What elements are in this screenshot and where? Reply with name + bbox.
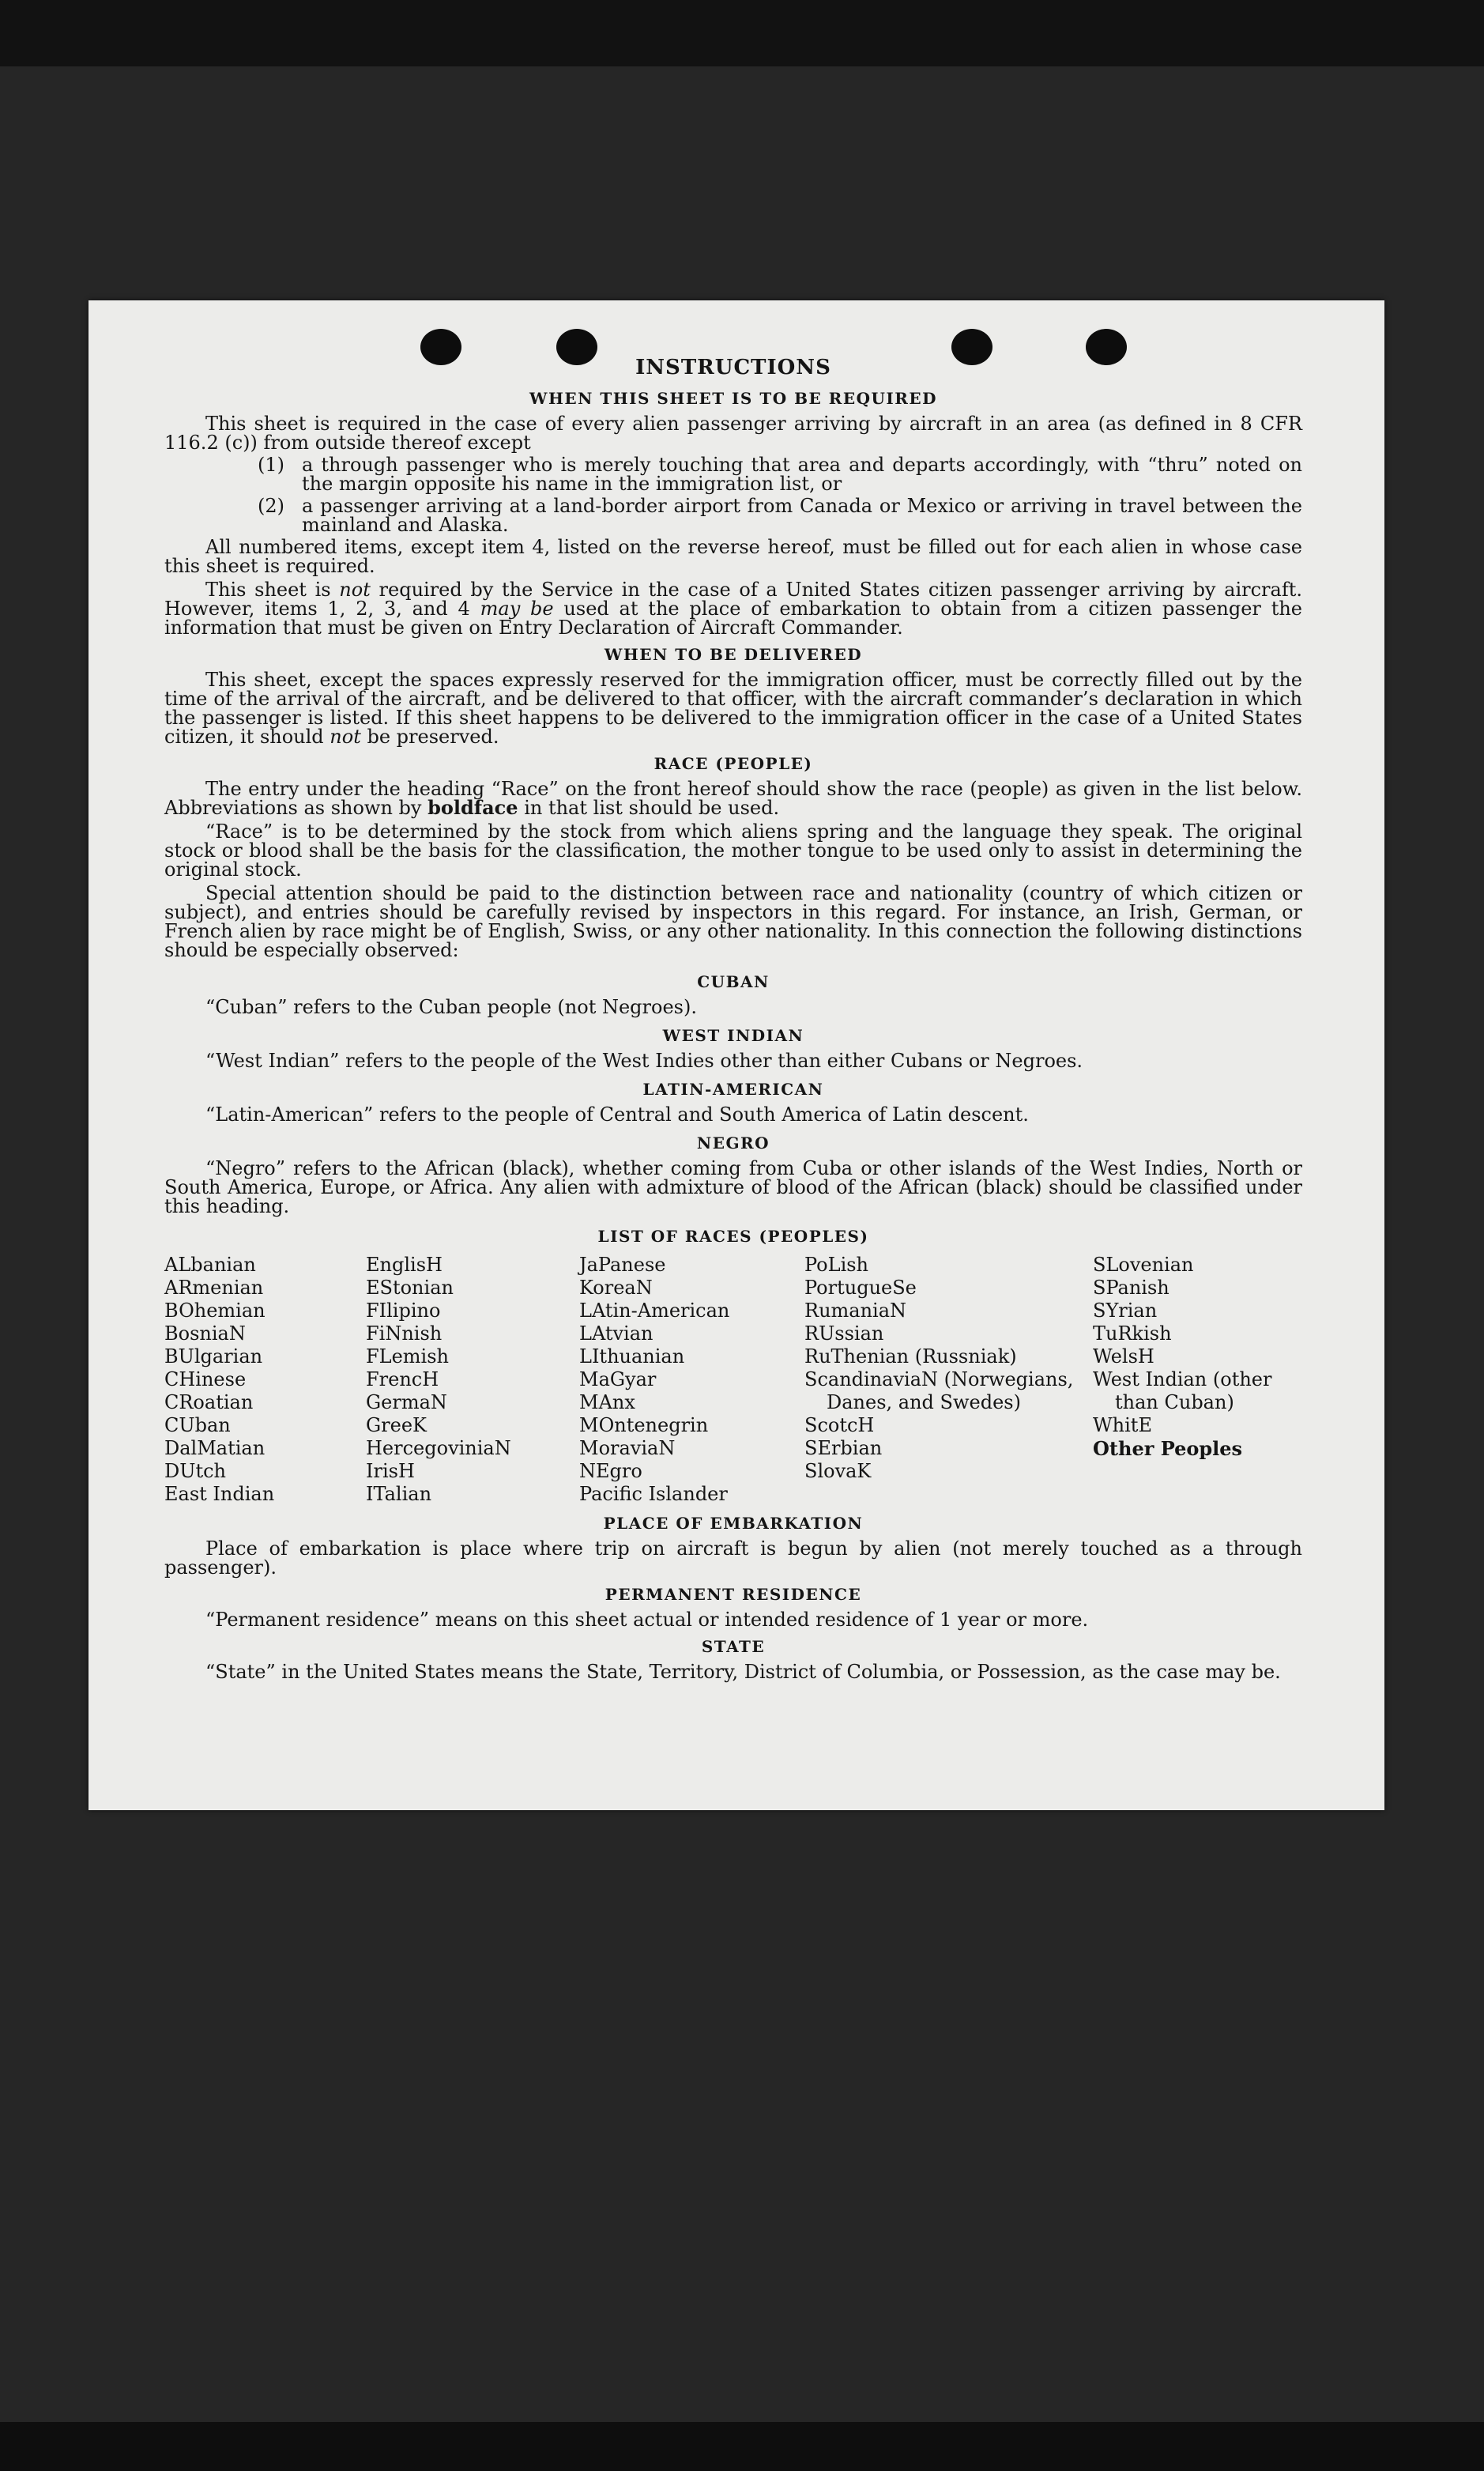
race-entry: FLemish [366, 1345, 449, 1368]
page-title: INSTRUCTIONS [635, 356, 831, 379]
race-entry: ScandinaviaN (Norwegians, Danes, and Swedes) [804, 1368, 1074, 1413]
race-entry: PortugueSe [804, 1277, 917, 1299]
heading-west-indian: WEST INDIAN [662, 1026, 804, 1045]
para3-not: not [339, 579, 371, 601]
race-entry: West Indian (other than Cuban) [1093, 1368, 1272, 1413]
exception-item-1 [258, 455, 1302, 493]
race-column-3 [579, 1254, 804, 1506]
heading-embarkation: PLACE OF EMBARKATION [603, 1514, 864, 1533]
heading-latin-american: LATIN-AMERICAN [642, 1080, 824, 1099]
race-entry: MAnx [579, 1391, 635, 1413]
scan-border-bottom [0, 2422, 1484, 2471]
race-entry: BUlgarian [164, 1345, 263, 1368]
race-entry: WhitE [1093, 1414, 1152, 1436]
race-entry: ARmenian [164, 1277, 264, 1299]
exception-item-2 [258, 496, 1302, 534]
when-required-para2: All numbered items, except item 4, listed on the reverse hereof, must be filled out for each alien in whose case this sheet is required. [164, 536, 1302, 577]
race-entry: ITalian [366, 1483, 432, 1505]
heading-cuban: CUBAN [697, 972, 770, 991]
race-entry: JaPanese [579, 1254, 666, 1276]
race-column-2 [366, 1254, 579, 1506]
race-entry: EStonian [366, 1277, 454, 1299]
when-required-para3 [164, 580, 1302, 637]
race-entry: KoreaN [579, 1277, 653, 1299]
west-indian-text: “West Indian” refers to the people of the West Indies other than either Cubans or Negroes. [205, 1050, 1083, 1072]
race-entry: FrencH [366, 1368, 439, 1390]
race-entry: MoraviaN [579, 1437, 676, 1459]
delivered-not: not [330, 726, 361, 748]
race-entry: NEgro [579, 1460, 642, 1482]
instructions-body [164, 356, 1302, 1681]
race-entry: SLovenian [1093, 1254, 1194, 1276]
heading-state: STATE [701, 1637, 766, 1656]
race-para2: “Race” is to be determined by the stock from which aliens spring and the language they speak. The original stock or blood shall be the basis for the classification, the mother tongue to be used only to assist in determining the original stock. [164, 821, 1302, 881]
heading-list-of-races: LIST OF RACES (PEOPLES) [597, 1227, 869, 1246]
embarkation-text: Place of embarkation is place where trip on aircraft is begun by alien (not merely touched as a through passenger). [164, 1537, 1302, 1579]
heading-race: RACE (PEOPLE) [653, 754, 813, 773]
race-para1 [164, 779, 1302, 817]
race-entry: Other Peoples [1093, 1437, 1243, 1460]
race-entry: CRoatian [164, 1391, 254, 1413]
race-entry: CHinese [164, 1368, 247, 1390]
document-page [89, 300, 1384, 1810]
exception-item-text: a passenger arriving at a land-border airport from Canada or Mexico or arriving in travel between the mainland and Alaska. [302, 495, 1302, 536]
race-entry: LAtvian [579, 1322, 653, 1345]
delivered-part-a: This sheet, except the spaces expressly reserved for the immigration officer, must be correctly filled out by the time of the arrival of the aircraft, and be delivered to that officer, with the aircraft commander’s declaration in which the passenger is listed. If this sheet happens to be delivered to the immigration officer in the case of a United States citizen, it should [164, 669, 1302, 748]
race-entry: HercegoviniaN [366, 1437, 511, 1459]
delivered-part-b: be preserved. [360, 726, 499, 748]
race-entry: GermaN [366, 1391, 447, 1413]
race-entry: WelsH [1093, 1345, 1154, 1368]
when-required-intro: This sheet is required in the case of every alien passenger arriving by aircraft in an area (as defined in 8 CFR 116.2 (c)) from outside thereof except [164, 413, 1302, 454]
race-column-1 [164, 1254, 366, 1506]
race-list-table [164, 1254, 1302, 1506]
race-entry: SPanish [1093, 1277, 1169, 1299]
race-entry: CUban [164, 1414, 231, 1436]
para3-may-be: may be [480, 598, 554, 620]
race-entry: RumaniaN [804, 1300, 907, 1322]
race-entry: LIthuanian [579, 1345, 685, 1368]
race-entry: PoLish [804, 1254, 869, 1276]
heading-when-required: WHEN THIS SHEET IS TO BE REQUIRED [529, 389, 937, 408]
exception-item-text: a through passenger who is merely touching that area and departs accordingly, with “thru” noted on the margin opposite his name in the immigration list, or [302, 454, 1302, 495]
race-column-4 [804, 1254, 1093, 1506]
race-entry: MOntenegrin [579, 1414, 709, 1436]
state-text: “State” in the United States means the State, Territory, District of Columbia, or Possession, as the case may be. [205, 1661, 1281, 1683]
race-entry: Pacific Islander [579, 1483, 728, 1505]
race-entry: SlovaK [804, 1460, 872, 1482]
race-para1-b: in that list should be used. [518, 797, 780, 819]
race-column-5 [1093, 1254, 1302, 1506]
race-para1-boldface: boldface [427, 796, 518, 819]
exception-item-number: (1) [258, 454, 284, 476]
when-delivered-text [164, 670, 1302, 746]
race-entry: FiNnish [366, 1322, 443, 1345]
para3-part-b: required by the Service in the case of a United States citizen passenger arriving by aircraft. However, items 1, 2, 3, and 4 [164, 579, 1302, 620]
race-entry: SYrian [1093, 1300, 1158, 1322]
race-entry: RUssian [804, 1322, 884, 1345]
race-entry: East Indian [164, 1483, 275, 1505]
exception-item-number: (2) [258, 495, 284, 517]
latin-american-text: “Latin-American” refers to the people of Central and South America of Latin descent. [205, 1103, 1029, 1126]
scan-border-top [0, 0, 1484, 66]
race-entry: MaGyar [579, 1368, 657, 1390]
heading-negro: NEGRO [696, 1134, 770, 1153]
race-entry: ScotcH [804, 1414, 875, 1436]
race-entry: EnglisH [366, 1254, 443, 1276]
cuban-text: “Cuban” refers to the Cuban people (not Negroes). [205, 996, 697, 1018]
race-para3: Special attention should be paid to the distinction between race and nationality (country of which citizen or subject), and entries should be carefully revised by inspectors in this regard. For instance, an Irish, German, or French alien by race might be of English, Swiss, or any other nationality. In this connection the following distinctions should be especially observed: [164, 882, 1302, 961]
race-entry: ALbanian [164, 1254, 256, 1276]
race-entry: RuThenian (Russniak) [804, 1345, 1017, 1368]
race-entry: IrisH [366, 1460, 415, 1482]
race-para1-a: The entry under the heading “Race” on the front hereof should show the race (people) as given in the list below. Abbreviations as shown by [164, 778, 1302, 819]
race-entry: TuRkish [1093, 1322, 1172, 1345]
heading-residence: PERMANENT RESIDENCE [605, 1585, 862, 1604]
para3-part-a: This sheet is [205, 579, 340, 601]
heading-when-delivered: WHEN TO BE DELIVERED [604, 645, 863, 664]
race-entry: GreeK [366, 1414, 427, 1436]
para3-part-c: used at the place of embarkation to obtain from a citizen passenger the information that must be given on Entry Declaration of Aircraft Commander. [164, 598, 1302, 639]
race-entry: DUtch [164, 1460, 227, 1482]
race-entry: DalMatian [164, 1437, 266, 1459]
negro-text: “Negro” refers to the African (black), whether coming from Cuba or other islands of the West Indies, North or South America, Europe, or Africa. Any alien with admixture of blood of the African (black) should be classified under this heading. [164, 1157, 1302, 1217]
race-entry: BOhemian [164, 1300, 266, 1322]
race-entry: BosniaN [164, 1322, 246, 1345]
race-entry: LAtin-American [579, 1300, 730, 1322]
race-entry: SErbian [804, 1437, 883, 1459]
race-entry: FIlipino [366, 1300, 441, 1322]
residence-text: “Permanent residence” means on this sheet actual or intended residence of 1 year or more. [205, 1609, 1089, 1631]
